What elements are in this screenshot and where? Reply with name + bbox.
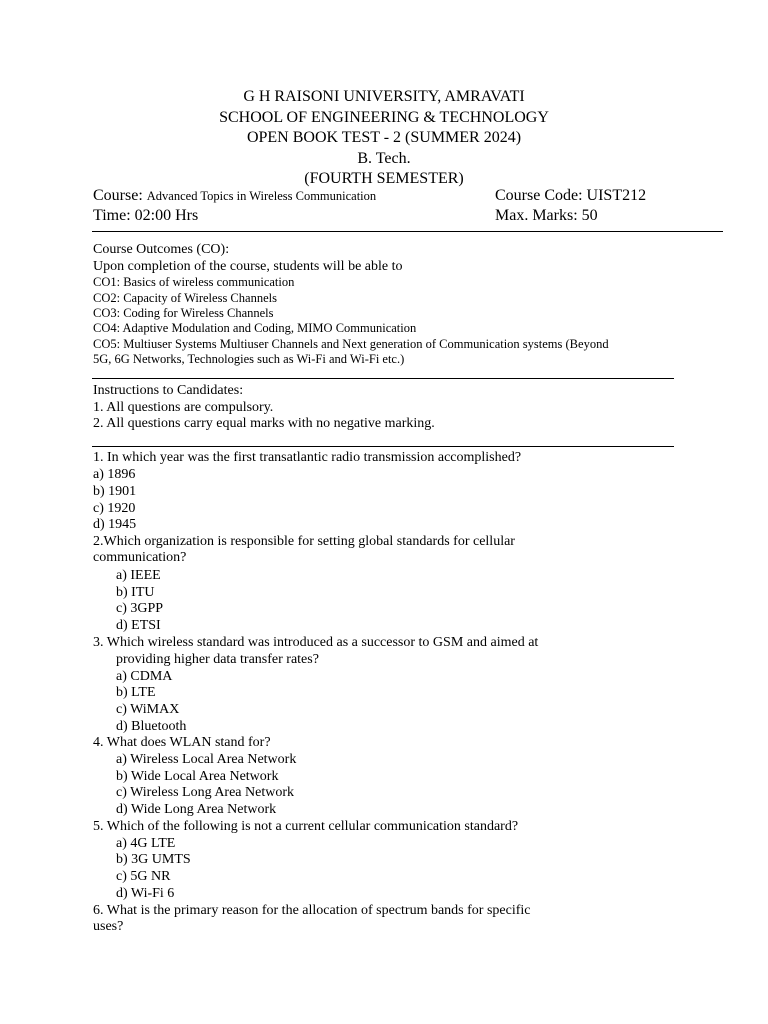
course-code-label: Course Code: — [495, 187, 583, 204]
outcome-item: CO2: Capacity of Wireless Channels — [93, 291, 277, 305]
instruction-item: 1. All questions are compulsory. — [93, 400, 274, 415]
outcome-item: CO3: Coding for Wireless Channels — [93, 306, 274, 320]
outcome-item: CO5: Multiuser Systems Multiuser Channels and Next generation of Communication systems (Beyond — [93, 337, 609, 351]
instructions-divider — [92, 446, 674, 447]
school-name: SCHOOL OF ENGINEERING & TECHNOLOGY — [219, 109, 549, 126]
question-text: providing higher data transfer rates? — [116, 652, 319, 667]
question-text: 2.Which organization is responsible for setting global standards for cellular — [93, 534, 515, 549]
instruction-item: 2. All questions carry equal marks with no negative marking. — [93, 416, 435, 431]
answer-option: d) 1945 — [93, 517, 137, 532]
answer-option: c) 5G NR — [116, 869, 171, 884]
answer-option: d) Wide Long Area Network — [116, 802, 277, 817]
exam-title: OPEN BOOK TEST - 2 (SUMMER 2024) — [246, 129, 522, 146]
answer-option: b) 3G UMTS — [116, 852, 191, 867]
question-text: 1. In which year was the first transatlantic radio transmission accomplished? — [93, 450, 522, 465]
answer-option: c) 3GPP — [116, 601, 164, 616]
answer-option: c) WiMAX — [116, 702, 180, 717]
outcome-item: CO1: Basics of wireless communication — [93, 275, 295, 289]
course-code: UIST212 — [586, 187, 647, 204]
answer-option: a) 4G LTE — [116, 836, 176, 851]
answer-option: a) CDMA — [116, 669, 173, 684]
question-text: 5. Which of the following is not a current cellular communication standard? — [93, 819, 519, 834]
answer-option: d) Bluetooth — [116, 719, 187, 734]
header-divider — [92, 231, 723, 232]
course-code-line — [495, 186, 646, 206]
outcome-item: 5G, 6G Networks, Technologies such as Wi-Fi and Wi-Fi etc.) — [93, 352, 405, 366]
program-name: B. Tech. — [357, 150, 411, 167]
answer-option: a) IEEE — [116, 568, 161, 583]
question-text: communication? — [93, 550, 187, 565]
answer-option: c) Wireless Long Area Network — [116, 785, 295, 800]
answer-option: d) ETSI — [116, 618, 161, 633]
answer-option: d) Wi-Fi 6 — [116, 886, 175, 901]
question-text: uses? — [93, 919, 124, 934]
outcomes-divider — [92, 378, 674, 379]
question-text: 3. Which wireless standard was introduced as a successor to GSM and aimed at — [93, 635, 539, 650]
semester: (FOURTH SEMESTER) — [304, 170, 464, 187]
outcomes-title: Course Outcomes (CO): — [93, 242, 230, 257]
outcome-item: CO4: Adaptive Modulation and Coding, MIMO Communication — [93, 321, 417, 335]
answer-option: c) 1920 — [93, 501, 136, 516]
answer-option: b) LTE — [116, 685, 156, 700]
question-text: 6. What is the primary reason for the allocation of spectrum bands for specific — [93, 903, 531, 918]
answer-option: a) 1896 — [93, 467, 136, 482]
outcomes-intro: Upon completion of the course, students will be able to — [93, 259, 403, 274]
instructions-title: Instructions to Candidates: — [93, 383, 244, 398]
course-label: Course: — [93, 187, 143, 204]
course-name: Advanced Topics in Wireless Communication — [146, 189, 377, 203]
question-text: 4. What does WLAN stand for? — [93, 735, 271, 750]
answer-option: b) 1901 — [93, 484, 137, 499]
course-line — [93, 186, 376, 206]
university-name: G H RAISONI UNIVERSITY, AMRAVATI — [243, 88, 525, 105]
answer-option: b) Wide Local Area Network — [116, 769, 279, 784]
answer-option: a) Wireless Local Area Network — [116, 752, 297, 767]
max-marks: Max. Marks: 50 — [495, 207, 598, 224]
answer-option: b) ITU — [116, 585, 155, 600]
time-allowed: Time: 02:00 Hrs — [93, 207, 199, 224]
